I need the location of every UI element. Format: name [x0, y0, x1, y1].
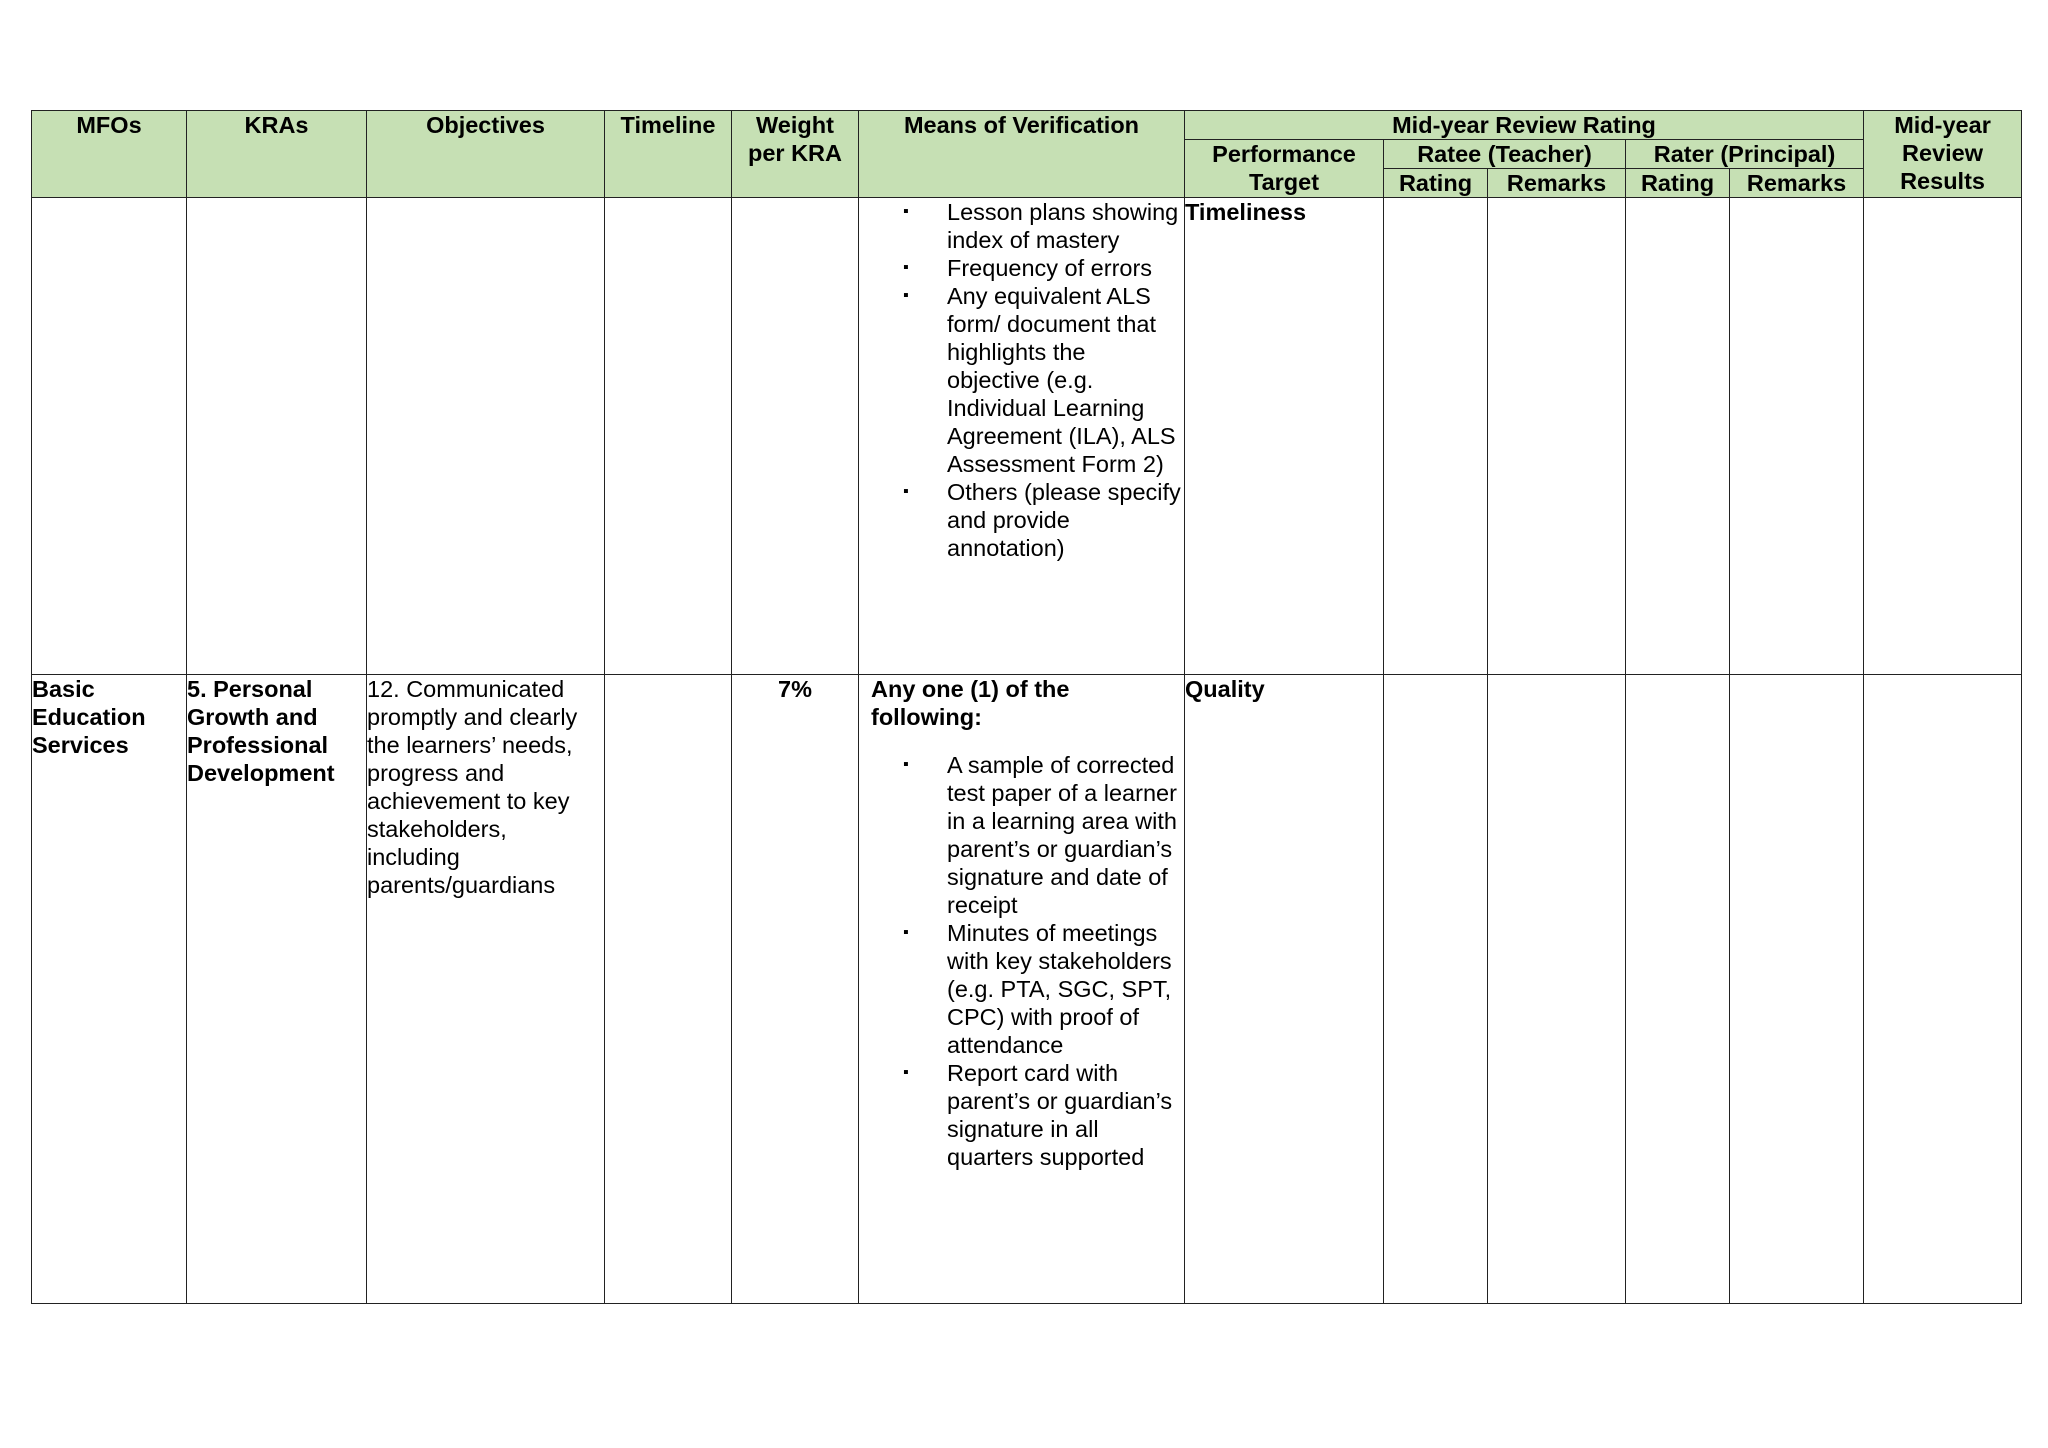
table-row [32, 198, 2022, 675]
cell-rater-rating [1626, 675, 1730, 1304]
bullet-icon: ▪ [903, 756, 909, 773]
table-row [32, 675, 2022, 1304]
cell-mfo [32, 198, 187, 675]
header-midyear-review-rating: Mid-year Review Rating [1185, 111, 1864, 140]
header-performance-target [1185, 140, 1384, 198]
header-rater-rating: Rating [1626, 169, 1730, 198]
header-rater-remarks: Remarks [1730, 169, 1864, 198]
means-item-text: Any equivalent ALS form/ document that highlights the objective (e.g. Individual Learning Agreement (ILA), ALS Assessment Form 2) [947, 283, 1176, 477]
cell-mfo: Basic Education Services [32, 675, 187, 1304]
header-timeline: Timeline [605, 111, 732, 198]
header-midyear-results-label: Mid-year Review Results [1894, 112, 1991, 194]
header-rater-principal: Rater (Principal) [1626, 140, 1864, 169]
bullet-icon: ▪ [903, 924, 909, 941]
list-item [903, 478, 1184, 562]
cell-performance-target: Quality [1185, 675, 1384, 1304]
cell-objective [367, 198, 605, 675]
header-ratee-remarks: Remarks [1488, 169, 1626, 198]
cell-ratee-remarks [1488, 675, 1626, 1304]
header-means-of-verification: Means of Verification [859, 111, 1185, 198]
cell-rater-remarks [1730, 675, 1864, 1304]
means-item-text: Others (please specify and provide annotation) [947, 479, 1181, 561]
cell-performance-target: Timeliness [1185, 198, 1384, 675]
cell-midyear-results [1864, 675, 2022, 1304]
cell-kra [187, 198, 367, 675]
list-item [903, 198, 1184, 254]
cell-midyear-results [1864, 198, 2022, 675]
cell-ratee-remarks [1488, 198, 1626, 675]
bullet-icon: ▪ [903, 483, 909, 500]
means-item-text: Lesson plans showing index of mastery [947, 199, 1179, 253]
cell-ratee-rating [1384, 675, 1488, 1304]
spacer [859, 731, 1184, 751]
cell-timeline [605, 675, 732, 1304]
means-item-text: A sample of corrected test paper of a learner in a learning area with parent’s or guardian’s signature and date of receipt [947, 752, 1177, 918]
list-item [903, 751, 1184, 919]
bullet-icon: ▪ [903, 259, 909, 276]
ipcrf-table [31, 110, 2022, 1304]
bullet-icon: ▪ [903, 1064, 909, 1081]
list-item [903, 919, 1184, 1059]
cell-weight: 7% [732, 675, 859, 1304]
bullet-icon: ▪ [903, 203, 909, 220]
cell-rater-rating [1626, 198, 1730, 675]
cell-kra: 5. Personal Growth and Professional Development [187, 675, 367, 1304]
cell-objective: 12. Communicated promptly and clearly the learners’ needs, progress and achievement to key stakeholders, including parents/guardians [367, 675, 605, 1304]
header-performance-target-label: Performance Target [1212, 141, 1356, 195]
means-item-text: Report card with parent’s or guardian’s signature in all quarters supported [947, 1060, 1173, 1170]
table-header [32, 111, 2022, 198]
means-list [859, 198, 1184, 562]
header-weight-label: Weight per KRA [747, 112, 842, 166]
bullet-icon: ▪ [903, 287, 909, 304]
means-item-text: Minutes of meetings with key stakeholders (e.g. PTA, SGC, SPT, CPC) with proof of attendance [947, 920, 1172, 1058]
header-weight [732, 111, 859, 198]
list-item [903, 1059, 1184, 1171]
means-item-text: Frequency of errors [947, 255, 1153, 281]
list-item [903, 254, 1184, 282]
cell-means-of-verification [859, 198, 1185, 675]
list-item [903, 282, 1184, 478]
means-list [859, 751, 1184, 1171]
header-kras: KRAs [187, 111, 367, 198]
cell-rater-remarks [1730, 198, 1864, 675]
header-mfos: MFOs [32, 111, 187, 198]
header-ratee-rating: Rating [1384, 169, 1488, 198]
cell-ratee-rating [1384, 198, 1488, 675]
header-midyear-review-results [1864, 111, 2022, 198]
cell-means-of-verification [859, 675, 1185, 1304]
header-objectives: Objectives [367, 111, 605, 198]
cell-timeline [605, 198, 732, 675]
cell-weight [732, 198, 859, 675]
means-intro: Any one (1) of the following: [871, 676, 1070, 730]
header-ratee-teacher: Ratee (Teacher) [1384, 140, 1626, 169]
